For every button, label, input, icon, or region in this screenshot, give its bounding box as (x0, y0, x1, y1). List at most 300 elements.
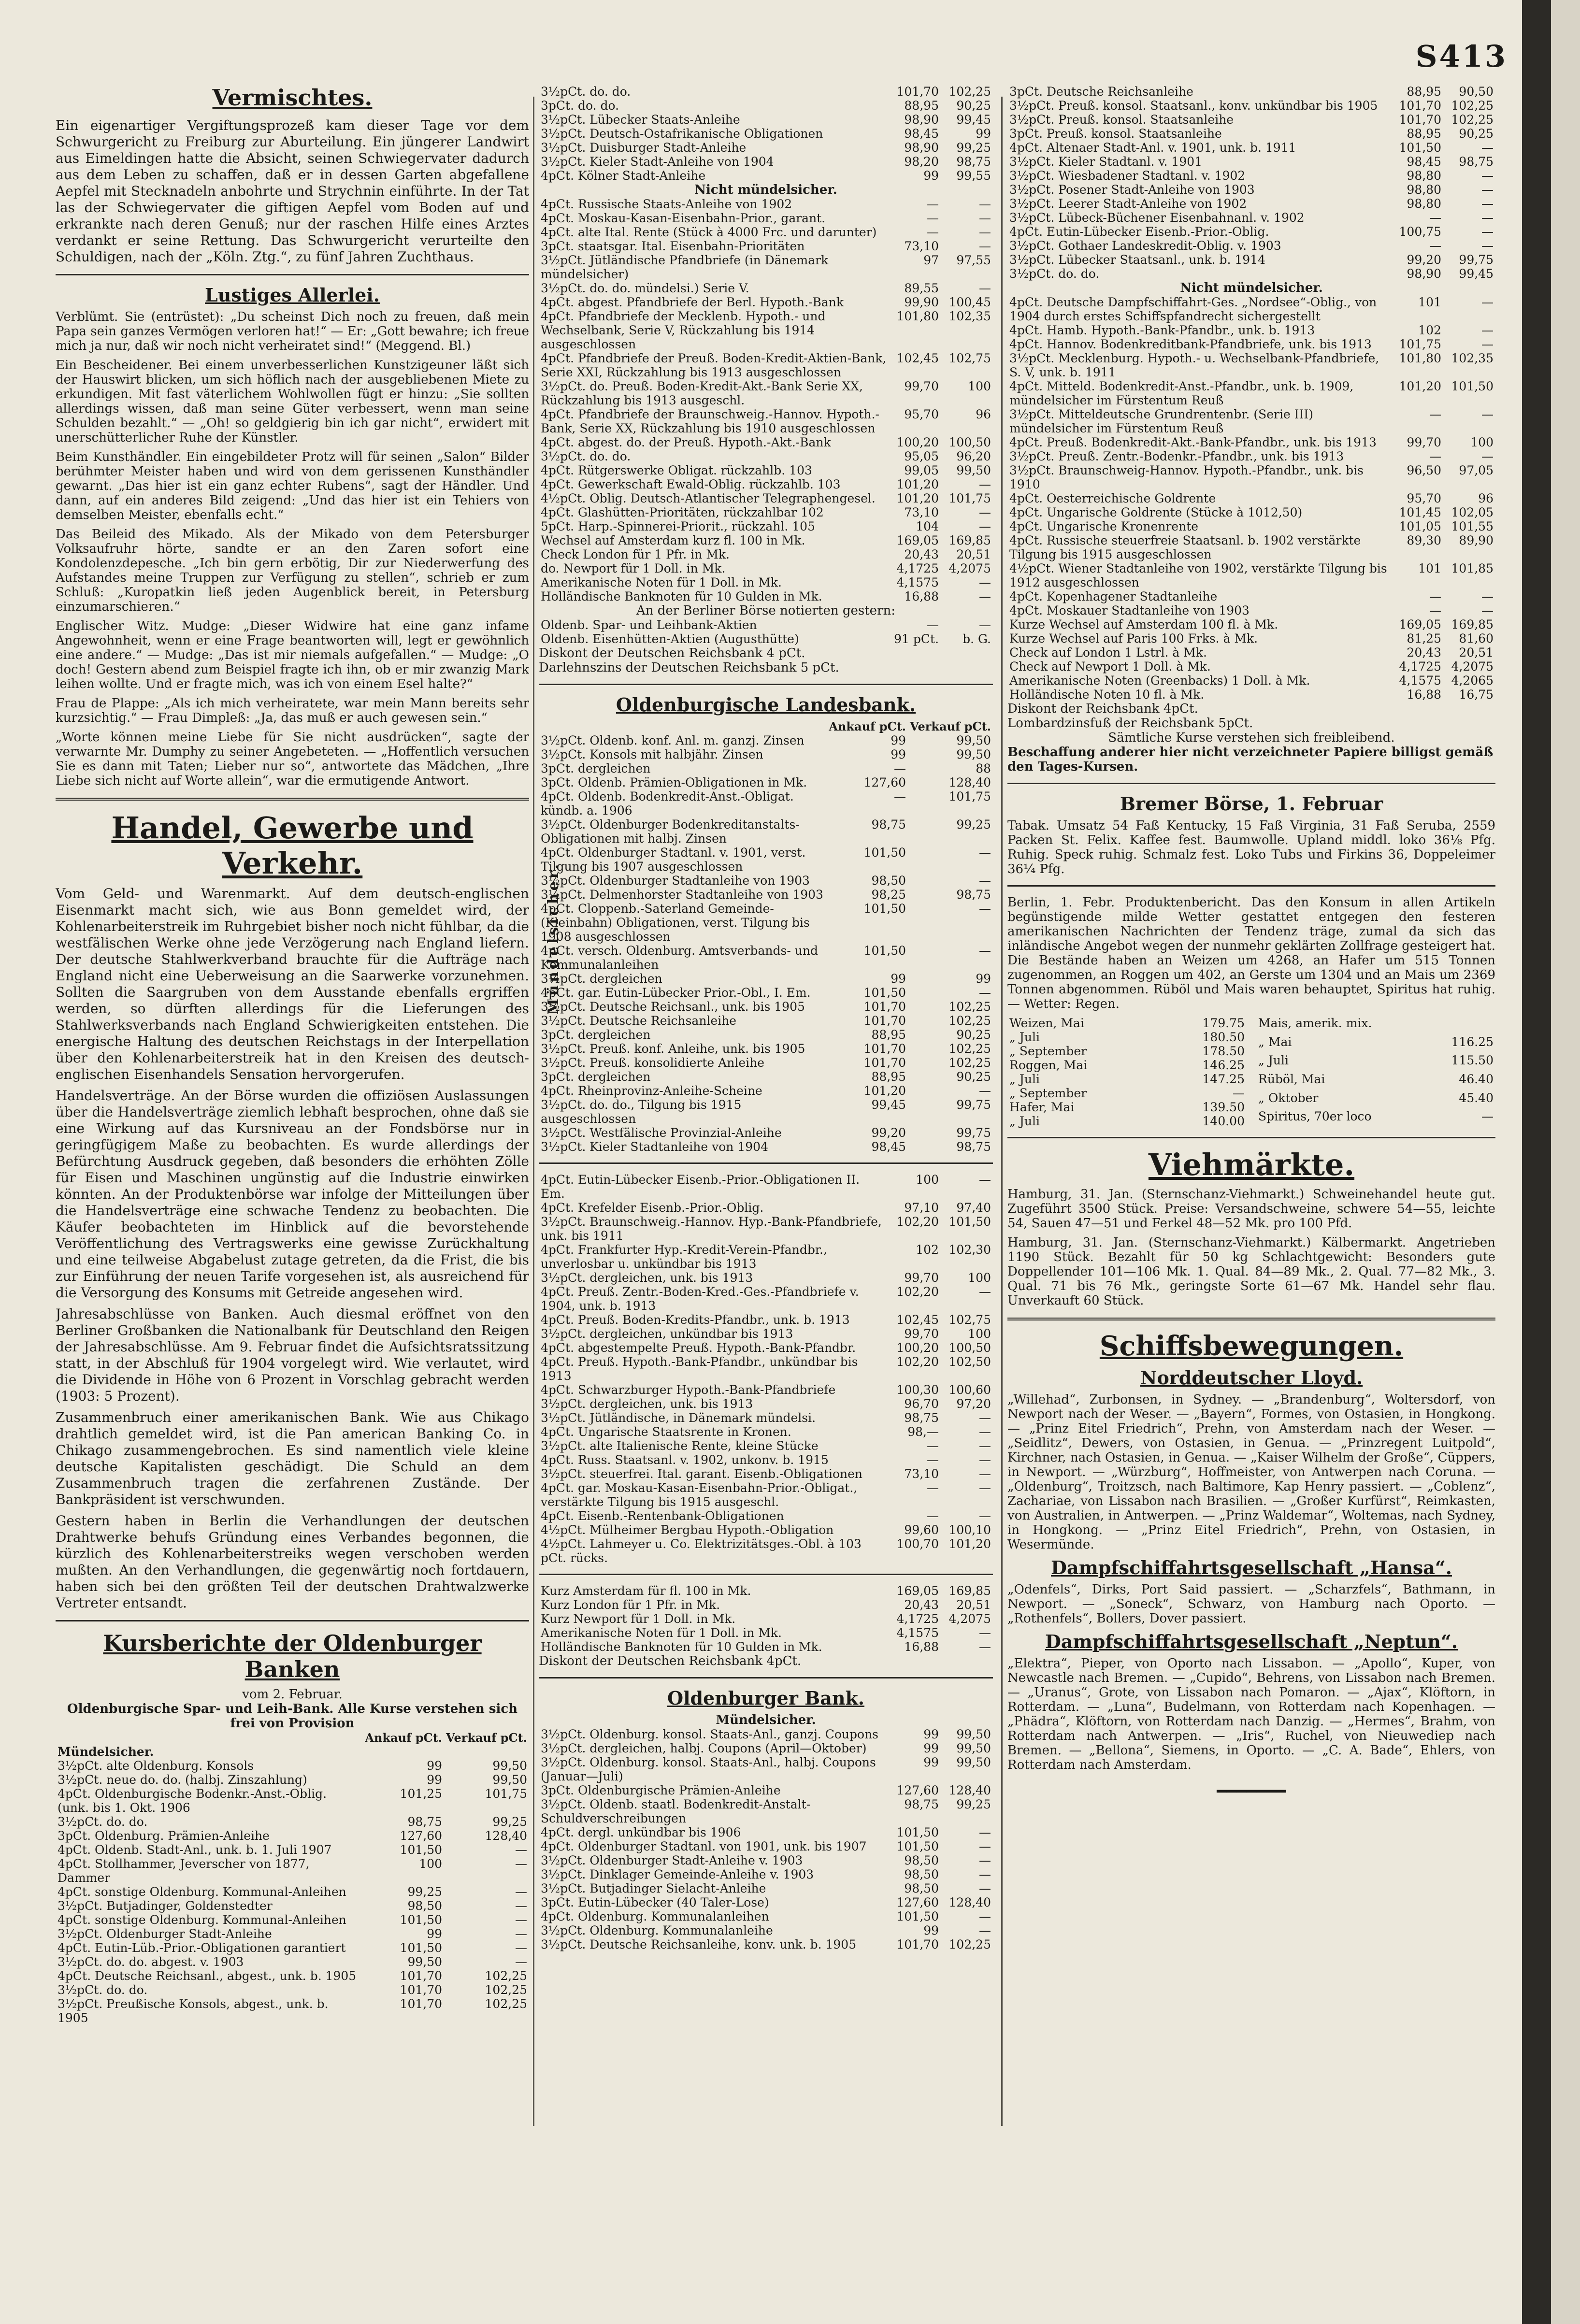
table-row (539, 225, 993, 239)
sell-rate: 100,50 (948, 435, 991, 449)
buy-rate: 95,05 (904, 449, 939, 463)
sell-rate: 102,25 (485, 1969, 527, 1983)
sell-rate: — (979, 1453, 991, 1467)
sell-rate: 99,50 (956, 747, 991, 761)
column-middle (539, 85, 993, 2186)
security-name: 3½pCt. do. do., Tilgung bis 1915 ausgeschlossen (541, 1098, 742, 1126)
article-paragraph: Hamburg, 31. Jan. (Sternschanz-Viehmarkt.) Kälbermarkt. Angetrieben 1190 Stück. Bezahlt für 50 kg Schlachtgewicht: Besonders gute Doppellender 101—106 Mk. 1. Qual. 84—89 Mk., 2. Qual. 77—82 Mk., 3. Qual. 71 bis 76 Mk., geringste Sorte 61—67 Mk. Handel sehr flau. Unverkauft 60 Stück. (1007, 1235, 1495, 1308)
sell-rate: 102,35 (948, 309, 991, 323)
table-row (1007, 169, 1495, 183)
sell-rate: 99,50 (492, 1759, 527, 1773)
price: 178.50 (1202, 1044, 1245, 1058)
table-row (539, 295, 993, 309)
table-row (539, 1397, 993, 1411)
table-row (56, 1829, 529, 1843)
sell-rate: 128,40 (948, 775, 991, 789)
sell-rate: 99,50 (956, 733, 991, 747)
article-paragraph: Tabak. Umsatz 54 Faß Kentucky, 15 Faß Virginia, 31 Faß Seruba, 2559 Packen St. Felix. Kaffee fest. Baumwolle. Upland middl. loko 36⅛ Pfg. Ruhig. Speck ruhig. Schmalz fest. Loko Tubs und Firkins 36, Doppeleimer 36¼ Pfg. (1007, 818, 1495, 876)
security-name: 4pCt. Eisenb.-Rentenbank-Obligationen (541, 1509, 784, 1523)
commodity: „ September (1009, 1086, 1087, 1100)
security-name: Check auf Newport 1 Doll. à Mk. (1009, 660, 1211, 674)
table-row (539, 1881, 993, 1895)
table-row (539, 1867, 993, 1881)
table-row (539, 1937, 993, 1951)
sell-rate: b. G. (962, 632, 991, 646)
article-paragraph: Frau de Plappe: „Als ich mich verheiratete, war mein Mann bereits sehr kurzsichtig.“ — Frau Dimpleß: „Ja, das muß er auch gewesen sein.“ (56, 696, 529, 725)
sell-rate: — (979, 1285, 991, 1299)
sell-rate: 90,25 (956, 1070, 991, 1084)
sell-rate: — (979, 1509, 991, 1523)
table-row (539, 1425, 993, 1439)
sell-rate: — (515, 1857, 527, 1871)
table-row (539, 944, 993, 972)
buy-rate: 102 (916, 1243, 939, 1257)
sell-rate: 100,10 (948, 1523, 991, 1537)
sell-rate: 90,25 (956, 1028, 991, 1042)
sell-rate: 81,60 (1459, 631, 1494, 646)
commodity: Rüböl, Mai (1258, 1072, 1325, 1086)
sell-rate: 102,05 (1451, 505, 1494, 519)
buy-rate: 101,70 (896, 85, 939, 99)
buy-rate: 101,50 (400, 1941, 443, 1955)
buy-rate: 98,50 (407, 1899, 443, 1913)
buy-rate: 101,80 (1399, 351, 1441, 365)
table-subheader: Mündelsicher. (57, 1745, 154, 1759)
buy-rate: — (1429, 603, 1441, 617)
buy-rate: 99 (891, 747, 906, 761)
buy-rate: 98,75 (871, 818, 906, 832)
sell-rate: 97,05 (1459, 463, 1494, 477)
sell-rate: 102,25 (948, 1014, 991, 1028)
table-row (1007, 267, 1495, 281)
security-name: Kurz Amsterdam für fl. 100 in Mk. (541, 1584, 751, 1598)
sell-rate: 101,75 (948, 491, 991, 505)
buy-rate: 88,95 (1407, 85, 1441, 99)
sell-rate: — (979, 986, 991, 1000)
sell-rate: 102,35 (1451, 351, 1494, 365)
rates-table (1007, 295, 1495, 702)
table-row (539, 1271, 993, 1285)
price-row (1007, 1044, 1247, 1058)
security-name: 4½pCt. Mülheimer Bergbau Hypoth.-Obligation (541, 1523, 834, 1537)
security-name: 3½pCt. Posener Stadt-Anleihe von 1903 (1009, 183, 1255, 197)
table-row (539, 1355, 993, 1383)
sell-rate: 102,25 (1451, 99, 1494, 113)
security-name: 4pCt. Glashütten-Prioritäten, rückzahlbar 102 (541, 505, 824, 519)
sell-rate: — (979, 1909, 991, 1923)
price-row (1256, 1035, 1495, 1054)
buy-rate: 99,05 (904, 463, 939, 477)
security-name: 4pCt. alte Ital. Rente (Stück à 4000 Frc. und darunter) (541, 225, 877, 239)
security-name: 3½pCt. Preuß. konsolidierte Anleihe (541, 1056, 765, 1070)
sell-rate: 96,20 (956, 449, 991, 463)
security-name: 3½pCt. do. do. (57, 1815, 148, 1829)
security-name: 3pCt. dergleichen (541, 1028, 651, 1042)
security-name: Kurz London für 1 Pfr. in Mk. (541, 1598, 720, 1612)
table-row (539, 1285, 993, 1313)
table-row (539, 239, 993, 253)
security-name: 3½pCt. Butjadinger, Goldenstedter (57, 1899, 273, 1913)
security-name: 4pCt. Rütgerswerke Obligat. rückzahlb. 103 (541, 463, 812, 477)
article-paragraph: Hamburg, 31. Jan. (Sternschanz-Viehmarkt.) Schweinehandel heute gut. Zugeführt 3500 Stück. Preise: Versandschweine, schwere 54—55, leichte 54, Sauen 47—51 und Ferkel 48—52 Mk. pro 100 Pfd. (1007, 1187, 1495, 1231)
table-row (1007, 295, 1495, 323)
table-row (1007, 225, 1495, 239)
table-row (1007, 533, 1495, 561)
security-name: 3½pCt. dergleichen, unk. bis 1913 (541, 1271, 753, 1285)
table-row (539, 1523, 993, 1537)
security-name: Check London für 1 Pfr. in Mk. (541, 547, 730, 561)
sell-rate: — (515, 1941, 527, 1955)
security-name: Holländische Banknoten für 10 Gulden in Mk. (541, 1640, 822, 1654)
table-row (1007, 603, 1495, 617)
sell-rate: — (979, 1467, 991, 1481)
note: Darlehnszins der Deutschen Reichsbank 5 pCt. (539, 660, 839, 675)
price: 180.50 (1202, 1030, 1245, 1044)
buy-rate: 98,— (907, 1425, 939, 1439)
buy-rate: 99 (923, 1923, 939, 1937)
buy-rate: 99,70 (1407, 435, 1441, 449)
table-row (56, 1857, 529, 1885)
divider (539, 1677, 993, 1678)
security-name: Kurz Newport für 1 Doll. in Mk. (541, 1612, 736, 1626)
security-name: Holländische Banknoten für 10 Gulden in Mk. (541, 589, 822, 603)
sell-rate: 100,50 (948, 1341, 991, 1355)
buy-rate: 101,50 (896, 1825, 939, 1839)
buy-rate: 20,43 (1407, 646, 1441, 660)
buy-rate: 101,05 (1399, 519, 1441, 533)
sell-rate: 101,50 (948, 1215, 991, 1229)
buy-rate: 102 (1418, 323, 1441, 337)
sell-rate: — (979, 846, 991, 860)
sell-rate: 4,2075 (948, 561, 991, 575)
table-row (1007, 519, 1495, 533)
buy-rate: 99,20 (871, 1126, 906, 1140)
buy-rate: 95,70 (1407, 491, 1441, 505)
buy-rate: 101,70 (896, 1937, 939, 1951)
sell-rate: — (1481, 323, 1494, 337)
security-name: 3½pCt. Preuß. Zentr.-Bodenkr.-Pfandbr., unk. bis 1913 (1009, 449, 1344, 463)
table-row (1007, 379, 1495, 407)
buy-rate: — (927, 1509, 939, 1523)
table-row (539, 547, 993, 561)
sell-rate: — (515, 1927, 527, 1941)
table-row (539, 1341, 993, 1355)
buy-rate: 101,70 (1399, 99, 1441, 113)
buy-rate: 73,10 (904, 505, 939, 519)
buy-rate: — (927, 225, 939, 239)
buy-rate: 101,20 (896, 477, 939, 491)
security-name: 3pCt. Preuß. konsol. Staatsanleihe (1009, 127, 1222, 141)
buy-rate: 98,45 (871, 1140, 906, 1154)
table-row (1007, 660, 1495, 674)
security-name: 4½pCt. Wiener Stadtanleihe von 1902, verstärkte Tilgung bis 1912 ausgeschlossen (1009, 561, 1387, 589)
buy-rate: 101,25 (400, 1787, 443, 1801)
sell-rate: 99,55 (956, 169, 991, 183)
table-row (1007, 631, 1495, 646)
table-subheader: Mündelsicher. (716, 1713, 816, 1727)
sell-rate: — (979, 281, 991, 295)
commodity: „ Juli (1009, 1030, 1040, 1044)
divider (1007, 885, 1495, 887)
security-name: 3½pCt. Lübeck-Büchener Eisenbahnanl. v. 1902 (1009, 211, 1305, 225)
buy-rate: 99,60 (904, 1523, 939, 1537)
security-name: 3½pCt. Oldenb. staatl. Bodenkredit-Anstalt-Schuldverschreibungen (541, 1797, 811, 1825)
security-name: 4pCt. Mitteld. Bodenkredit-Anst.-Pfandbr., unk. b. 1909, mündelsicher im Fürstentum Reuß (1009, 379, 1354, 407)
buy-rate: 100,75 (1399, 225, 1441, 239)
table-row (539, 519, 993, 533)
commodity: Weizen, Mai (1009, 1016, 1084, 1030)
security-name: 3½pCt. neue do. do. (halbj. Zinszahlung) (57, 1773, 307, 1787)
security-name: 4pCt. Eutin-Lübecker Eisenb.-Prior.-Oblig. (1009, 225, 1269, 239)
table-row (539, 632, 993, 646)
sell-rate: 99,25 (956, 141, 991, 155)
security-name: 3½pCt. Mecklenburg. Hypoth.- u. Wechselbank-Pfandbriefe, S. V, unk. b. 1911 (1009, 351, 1379, 379)
buy-rate: 88,95 (871, 1028, 906, 1042)
table-row (539, 1727, 993, 1741)
table-row (1007, 561, 1495, 589)
section-title: Kursberichte der Oldenburger Banken (103, 1630, 482, 1682)
buy-rate: 99 (891, 972, 906, 986)
sell-rate: 99,50 (956, 463, 991, 477)
buy-rate: 100,20 (896, 1341, 939, 1355)
rates-table (539, 197, 993, 603)
rates-table (1007, 85, 1495, 281)
buy-rate: 98,75 (904, 1797, 939, 1811)
buy-rate: 102,45 (896, 351, 939, 365)
buy-rate: — (894, 789, 906, 803)
buy-rate: 100,30 (896, 1383, 939, 1397)
buy-rate: 98,20 (904, 155, 939, 169)
security-name: 3½pCt. dergleichen (541, 972, 662, 986)
security-name: 4pCt. Oldenb. Stadt-Anl., unk. b. 1. Juli 1907 (57, 1843, 332, 1857)
buy-rate: 99 (923, 1741, 939, 1755)
price-row (1256, 1109, 1495, 1128)
commodity: „ Juli (1258, 1053, 1289, 1068)
security-name: 3½pCt. Oldenburger Stadt-Anleihe v. 1903 (541, 1853, 803, 1867)
security-name: 4pCt. Moskauer Stadtanleihe von 1903 (1009, 603, 1250, 617)
sell-rate: — (979, 1439, 991, 1453)
sell-rate: — (979, 211, 991, 225)
table-row (1007, 688, 1495, 702)
buy-rate: 100,20 (896, 435, 939, 449)
sell-rate: — (979, 1881, 991, 1895)
table-row (539, 1612, 993, 1626)
sell-rate: — (979, 589, 991, 603)
sell-rate: 100 (1470, 435, 1494, 449)
sell-rate: 128,40 (948, 1895, 991, 1909)
sell-rate: 96 (1478, 491, 1494, 505)
price: 46.40 (1459, 1072, 1494, 1086)
sell-rate: 102,30 (948, 1243, 991, 1257)
security-name: 3pCt. staatsgar. Ital. Eisenbahn-Prioritäten (541, 239, 805, 253)
buy-rate: 101,50 (863, 986, 906, 1000)
commodity: „ Juli (1009, 1114, 1040, 1128)
security-name: 4pCt. Eutin-Lüb.-Prior.-Obligationen garantiert (57, 1941, 346, 1955)
security-name: 3½pCt. Gothaer Landeskredit-Oblig. v. 1903 (1009, 239, 1281, 253)
sell-rate: — (979, 1481, 991, 1495)
table-row (1007, 155, 1495, 169)
buy-rate: 101,50 (863, 902, 906, 916)
table-row (1007, 141, 1495, 155)
buy-rate: 169,05 (1399, 617, 1441, 631)
table-row (539, 1042, 993, 1056)
buy-rate: 102,20 (896, 1215, 939, 1229)
buy-rate: 96,70 (904, 1397, 939, 1411)
price-row (1256, 1016, 1495, 1035)
buy-rate: 88,95 (1407, 127, 1441, 141)
col-header: Verkauf pCt. (446, 1731, 527, 1745)
page-number: S413 (1415, 39, 1508, 74)
sell-rate: — (1481, 183, 1494, 197)
table-row (539, 491, 993, 505)
sell-rate: — (979, 225, 991, 239)
sell-rate: 97,40 (956, 1201, 991, 1215)
sell-rate: 102,25 (948, 85, 991, 99)
table-row (539, 561, 993, 575)
commodity: Mais, amerik. mix. (1258, 1016, 1372, 1030)
buy-rate: 91 pCt. (894, 632, 939, 646)
security-name: 3pCt. dergleichen (541, 761, 651, 775)
sell-rate: — (979, 1411, 991, 1425)
price-row (1007, 1100, 1247, 1114)
security-name: 4pCt. Pfandbriefe der Braunschweig.-Hannov. Hypoth.-Bank, Serie XX, Rückzahlung bis 1910 ausgeschlossen (541, 407, 879, 435)
sell-rate: 99 (976, 127, 991, 141)
security-name: 4pCt. Stollhammer, Jeverscher von 1877, Dammer (57, 1857, 310, 1885)
commodity: Spiritus, 70er loco (1258, 1109, 1372, 1124)
table-row (539, 533, 993, 547)
bank-title: Oldenburgische Spar- und Leih-Bank. Alle Kurse verstehen sich frei von Provision (67, 1702, 518, 1731)
price-row (1256, 1091, 1495, 1110)
sell-rate: 100 (968, 1271, 991, 1285)
article-paragraph: Berlin, 1. Febr. Produktenbericht. Das den Konsum in allen Artikeln begünstigende milde Wetter gestattet entgegen den festeren amerikanischen Nachrichten der Tendenz träge, zumal da sich das inländische Angebot wegen der nunmehr geklärten Zollfrage gesteigert hat. Die Bestände haben an Weizen um 4268, an Hafer um 515 Tonnen zugenommen, an Roggen um 402, an Gerste um 1304 und an Mais um 2369 Tonnen abgenommen. Rüböl und Mais waren behauptet, Spiritus hat ruhig. — Wetter: Regen. (1007, 895, 1495, 1011)
sell-rate: 102,75 (948, 1313, 991, 1327)
security-name: 3½pCt. Konsols mit halbjähr. Zinsen (541, 747, 763, 761)
table-row (539, 477, 993, 491)
commodity: Roggen, Mai (1009, 1058, 1088, 1072)
security-name: do. Newport für 1 Doll. in Mk. (541, 561, 726, 575)
table-row (539, 1070, 993, 1084)
security-name: 3pCt. Oldenburgische Prämien-Anleihe (541, 1783, 781, 1797)
sell-rate: — (1481, 295, 1494, 309)
sell-rate: — (979, 944, 991, 958)
security-name: 4pCt. dergl. unkündbar bis 1906 (541, 1825, 741, 1839)
divider (1007, 1137, 1495, 1138)
table-row (1007, 351, 1495, 379)
rates-table (539, 1727, 993, 1951)
security-name: Oldenb. Spar- und Leihbank-Aktien (541, 618, 757, 632)
security-name: 3½pCt. do. do. abgest. v. 1903 (57, 1955, 244, 1969)
security-name: 3½pCt. Braunschweig.-Hannov. Hyp.-Bank-Pfandbriefe, unk. bis 1911 (541, 1215, 882, 1243)
table-row (539, 449, 993, 463)
security-name: 4pCt. Russische Staats-Anleihe von 1902 (541, 197, 792, 211)
rates-table (539, 719, 993, 1154)
buy-rate: 73,10 (904, 239, 939, 253)
buy-rate: 99,20 (1407, 253, 1441, 267)
rates-table (539, 85, 993, 183)
table-row (539, 1056, 993, 1070)
table-row (1007, 646, 1495, 660)
buy-rate: 101,50 (400, 1913, 443, 1927)
security-name: 3pCt. dergleichen (541, 1070, 651, 1084)
security-name: 4pCt. Oldenburger Stadtanl. v. 1901, verst. Tilgung bis 1907 ausgeschlossen (541, 846, 806, 874)
price-row (1007, 1114, 1247, 1128)
buy-rate: 101,70 (1399, 113, 1441, 127)
article-paragraph: Handelsverträge. An der Börse wurden die offiziösen Auslassungen über die Handelsverträge ziemlich lebhaft besprochen, ohne daß sie eine Wirkung auf das Kursniveau an der Fondsbörse nur in geringfügigem Maße zu beobachten. Es wurde allerdings der Befürchtung Ausdruck gegeben, daß besonders die erhöhten Zölle für Eisen und Maschinen ungünstig auf die Industrie einwirken könnten. An der Produktenbörse war infolge der Mitteilungen über die Handelsverträge eine schwache Tendenz zu beobachten. Die Käufer beobachteten im Hinblick auf die bevorstehende Veröffentlichung des Vertragswerks eine gewisse Zurückhaltung und eine teilweise Abgabelust zutage getreten, da die Frist, die bis zur Einführung der neuen Tarife vorgesehen ist, als ausreichend für die Versorgung des Konsums mit Getreide angesehen wird. (56, 1088, 529, 1301)
sell-rate: 99,75 (956, 1126, 991, 1140)
table-row (539, 888, 993, 902)
buy-rate: 4,1575 (1399, 674, 1441, 688)
sell-rate: — (979, 1825, 991, 1839)
buy-rate: 169,05 (896, 533, 939, 547)
buy-rate: 101,70 (863, 1000, 906, 1014)
security-name: 4pCt. abgestempelte Preuß. Hypoth.-Bank-Pfandbr. (541, 1341, 856, 1355)
security-name: 4pCt. Preuß. Boden-Kredits-Pfandbr., unk. b. 1913 (541, 1313, 850, 1327)
security-name: 4pCt. sonstige Oldenburg. Kommunal-Anleihen (57, 1885, 346, 1899)
table-row (539, 1215, 993, 1243)
sell-rate: 102,25 (948, 1056, 991, 1070)
table-row (1007, 435, 1495, 449)
table-row (1007, 85, 1495, 99)
sell-rate: 102,75 (948, 351, 991, 365)
buy-rate: 101,20 (896, 491, 939, 505)
sell-rate: — (979, 1626, 991, 1640)
sell-rate: 128,40 (948, 1783, 991, 1797)
table-row (539, 1909, 993, 1923)
security-name: 3½pCt. dergleichen, halbj. Coupons (April—Oktober) (541, 1741, 867, 1755)
sell-rate: 99,25 (492, 1815, 527, 1829)
sell-rate: — (1481, 449, 1494, 463)
price-row (1007, 1086, 1247, 1100)
article-paragraph: „Elektra“, Pieper, von Oporto nach Lissabon. — „Apollo“, Kuper, von Newcastle nach Bremen. — „Cupido“, Behrens, von Lissabon nach Bremen. — „Uranus“, Grote, von Lissabon nach Pomaron. — „Ajax“, Klöftorn, in Rotterdam. — „Luna“, Budelmann, von Rotterdam nach Kopenhagen. — „Phädra“, Klöftorn, von Rotterdam nach Danzig. — „Hermes“, Brahm, von Rotterdam nach Antwerpen. — „Iris“, Ruchel, von Nieuwediep nach Bremen. — „Bellona“, Siemens, in Oporto. — „C. A. Bade“, Ehlers, von Rotterdam nach Amsterdam. (1007, 1656, 1495, 1772)
sell-rate: 99,75 (1459, 253, 1494, 267)
side-label: Mündelsicher. (545, 861, 562, 1015)
section-title: Handel, Gewerbe und Verkehr. (111, 810, 474, 881)
table-row (539, 589, 993, 603)
buy-rate: 99 (923, 1755, 939, 1769)
note: Beschaffung anderer hier nicht verzeichneter Papiere billigst gemäß den Tages-Kursen. (1007, 745, 1494, 774)
sell-rate: 102,25 (948, 1937, 991, 1951)
security-name: 3½pCt. Deutsche Reichsanleihe, konv. unk. b. 1905 (541, 1937, 857, 1951)
buy-rate: — (927, 1481, 939, 1495)
sell-rate: 101,20 (948, 1537, 991, 1551)
sell-rate: — (979, 1853, 991, 1867)
sell-rate: — (1481, 407, 1494, 421)
sell-rate: — (1481, 225, 1494, 239)
security-name: 4pCt. Ungarische Kronenrente (1009, 519, 1199, 533)
security-name: 3½pCt. Oldenburg. konsol. Staats-Anl., halbj. Coupons (Januar—Juli) (541, 1755, 876, 1783)
buy-rate: 101,50 (863, 846, 906, 860)
sell-rate: — (515, 1955, 527, 1969)
table-row (56, 1773, 529, 1787)
security-name: 4pCt. Pfandbriefe der Mecklenb. Hypoth.- und Wechselbank, Serie V, Rückzahlung bis 1914 ausgeschlossen (541, 309, 826, 351)
price-row (1007, 1058, 1247, 1072)
buy-rate: 101,50 (400, 1843, 443, 1857)
table-row (539, 463, 993, 477)
date-line: vom 2. Februar. (242, 1687, 343, 1702)
sell-rate: 4,2075 (1451, 660, 1494, 674)
buy-rate: 100,70 (896, 1537, 939, 1551)
buy-rate: — (927, 197, 939, 211)
security-name: 4pCt. Ungarische Staatsrente in Kronen. (541, 1425, 791, 1439)
sell-rate: 99,25 (956, 818, 991, 832)
table-row (539, 169, 993, 183)
security-name: 3pCt. Oldenb. Prämien-Obligationen in Mk. (541, 775, 807, 789)
section-title: Oldenburger Bank. (667, 1687, 865, 1709)
subsection-title: Norddeutscher Lloyd. (1140, 1367, 1363, 1389)
security-name: 3½pCt. dergleichen, unkündbar bis 1913 (541, 1327, 793, 1341)
buy-rate: 101,50 (896, 1839, 939, 1853)
table-row (56, 1927, 529, 1941)
